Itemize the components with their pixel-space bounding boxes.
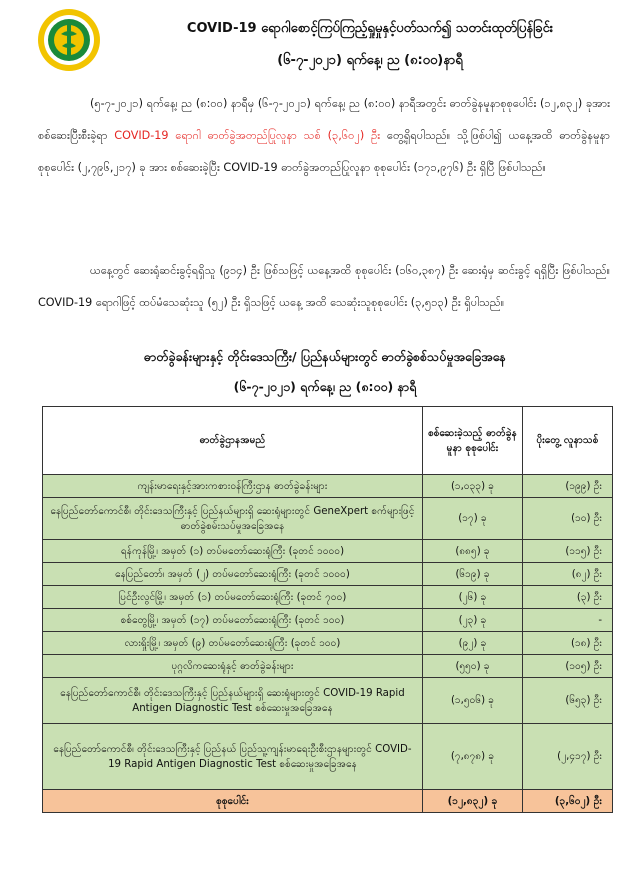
positive-count: (၁၈) ဦး [523,632,613,655]
lab-name: ပုဂ္ဂလိကဆေးရုံနှင့် ဓာတ်ခွဲခန်းများ [43,655,423,678]
page-subtitle-date: (၆-၇-၂၀၂၁) ရက်နေ့၊ ည (၈:၀၀)နာရီ [277,53,463,68]
header-positive: ပိုးတွေ့ လူနာသစ် [523,407,613,475]
total-tested: (၁၂,၈၃၂) ခု [423,790,523,813]
table-row [43,678,613,724]
tested-count: (၈၈၅) ခု [423,540,523,563]
lab-name: လားရှိုးမြို့၊ အမှတ် (၉) တပ်မတော်ဆေးရုံကြီး (ခုတင် ၁၀၀) [43,632,423,655]
positive-count: (၁၉၉) ဦး [523,475,613,498]
summary-text-b: တွေ့ရှိရပါသည်။ သို့ဖြစ်ပါ၍ ယနေ့အထိ ဓာတ်ခွဲနမူနာ စုစုပေါင်း (၂,၇၉၆,၂၁၇) ခု အား စစ်ဆေးခဲ့ပြီး COVID-19 ဓာတ်ခွဲအတည်ပြုလူနာ စုစုပေါင်း (၁၇၁,၉၇၆) ဦး ရှိပြီ ဖြစ်ပါသည်။ [38,129,610,174]
summary-text-a: (၅-၇-၂၀၂၁) ရက်နေ့၊ ည (၈:၀၀) နာရီမှ (၆-၇-၂၀၂၁) ရက်နေ့၊ ည (၈:၀၀) နာရီအတွင်း ဓာတ်ခွဲနမူနာစုစုပေါင်း (၁၂,၈၃၂) ခုအား စစ်ဆေးပြီးစီးခဲ့ရာ [38,97,610,142]
table-row [43,586,613,609]
table-row [43,724,613,790]
tested-count: (၂၃) ခု [423,609,523,632]
tested-count: (၁၇) ခု [423,498,523,540]
page-title: COVID-19 ရောဂါစောင့်ကြပ်ကြည့်ရှုမှုနှင့်ပတ်သက်၍ သတင်းထုတ်ပြန်ခြင်း [186,21,554,36]
table-row [43,609,613,632]
lab-name: ရန်ကုန်မြို့၊ အမှတ် (၁) တပ်မတော်ဆေးရုံကြီး (ခုတင် ၁၀၀၀) [43,540,423,563]
table-title: ဓာတ်ခွဲခန်းများနှင့် တိုင်းဒေသကြီး/ ပြည်နယ်များတွင် ဓာတ်ခွဲစစ်သပ်မှုအခြေအနေ [144,349,506,364]
recovery-paragraph [38,255,610,319]
table-row [43,498,613,540]
lab-name: စစ်တွေမြို့၊ အမှတ် (၁၇) တပ်မတော်ဆေးရုံကြီး (ခုတင် ၁၀၀) [43,609,423,632]
ministry-emblem-icon [37,8,101,72]
total-label: စုစုပေါင်း [43,790,423,813]
lab-testing-table [42,406,613,813]
lab-name: နေပြည်တော်ကောင်စီ၊ တိုင်းဒေသကြီးနှင့် ပြည်နယ်များရှိ ဆေးရုံများတွင် COVID-19 Rapid Antigen Diagnostic Test စစ်ဆေးမှုအခြေအနေ [43,678,423,724]
header-tested: စစ်ဆေးခဲ့သည့် ဓာတ်ခွဲနမူနာ စုစုပေါင်း [423,407,523,475]
positive-count: (၁၀) ဦး [523,498,613,540]
lab-name: နေပြည်တော်၊ အမှတ် (၂) တပ်မတော်ဆေးရုံကြီး (ခုတင် ၁၀၀၀) [43,563,423,586]
table-row [43,563,613,586]
positive-count: (၈၂) ဦး [523,563,613,586]
positive-count: (၁၁၅) ဦး [523,540,613,563]
table-row [43,540,613,563]
total-positive: (၃,၆၀၂) ဦး [523,790,613,813]
lab-name: ပြင်ဦးလွင်မြို့၊ အမှတ် (၁) တပ်မတော်ဆေးရုံကြီး (ခုတင် ၇၀၀) [43,586,423,609]
table-title-date: (၆-၇-၂၀၂၁) ရက်နေ့၊ ည (၈:၀၀) နာရီ [233,379,417,394]
lab-name: နေပြည်တော်ကောင်စီ၊ တိုင်းဒေသကြီးနှင့် ပြည်နယ် ပြည်သူ့ကျန်းမာရေးဦးစီးဌာနများတွင် COVID-19 Rapid Antigen Diagnostic Test စစ်ဆေးမှုအခြေအနေ [43,724,423,790]
tested-count: (၂၆) ခု [423,586,523,609]
positive-count: (၁၀၅) ဦး [523,655,613,678]
tested-count: (၉၂) ခု [423,632,523,655]
table-header-row [43,407,613,475]
lab-name: နေပြည်တော်ကောင်စီ၊ တိုင်းဒေသကြီးနှင့် ပြည်နယ်များရှိ ဆေးရုံများတွင် GeneXpert စက်များဖြင့် ဓာတ်ခွဲစမ်းသပ်မှုအခြေအနေ [43,498,423,540]
table-row [43,632,613,655]
positive-count: (၂,၄၁၇) ဦး [523,724,613,790]
table-row [43,655,613,678]
summary-paragraph [38,88,610,184]
tested-count: (၅၅၀) ခု [423,655,523,678]
positive-count: (၆၅၃) ဦး [523,678,613,724]
new-cases-highlight: COVID-19 ရောဂါ ဓာတ်ခွဲအတည်ပြုလူနာ သစ် (၃,၆၀၂) ဦး [114,129,381,142]
lab-name: ကျန်းမာရေးနှင့်အားကစားဝန်ကြီးဌာန ဓာတ်ခွဲခန်းများ [43,475,423,498]
positive-count: - [523,609,613,632]
tested-count: (၁,၅၀၆) ခု [423,678,523,724]
tested-count: (၁,၀၃၃) ခု [423,475,523,498]
table-total-row [43,790,613,813]
recovery-text: ယနေ့တွင် ဆေးရုံဆင်းခွင့်ရရှိသူ (၉၁၄) ဦး ဖြစ်သဖြင့် ယနေ့အထိ စုစုပေါင်း (၁၆၀,၃၈၇) ဦး ဆေးရုံမှ ဆင်းခွင့် ရရှိပြီး ဖြစ်ပါသည်။ COVID-19 ရောဂါဖြင့် ထပ်မံသေဆုံးသူ (၅၂) ဦး ရှိသဖြင့် ယနေ့ အထိ သေဆုံးသူစုစုပေါင်း (၃,၅၁၃) ဦး ရှိပါသည်။ [38,264,610,309]
table-row [43,475,613,498]
positive-count: (၃) ဦး [523,586,613,609]
tested-count: (၇,၈၇၈) ခု [423,724,523,790]
header-lab-name: ဓာတ်ခွဲဌာနအမည် [43,407,423,475]
tested-count: (၆၁၉) ခု [423,563,523,586]
